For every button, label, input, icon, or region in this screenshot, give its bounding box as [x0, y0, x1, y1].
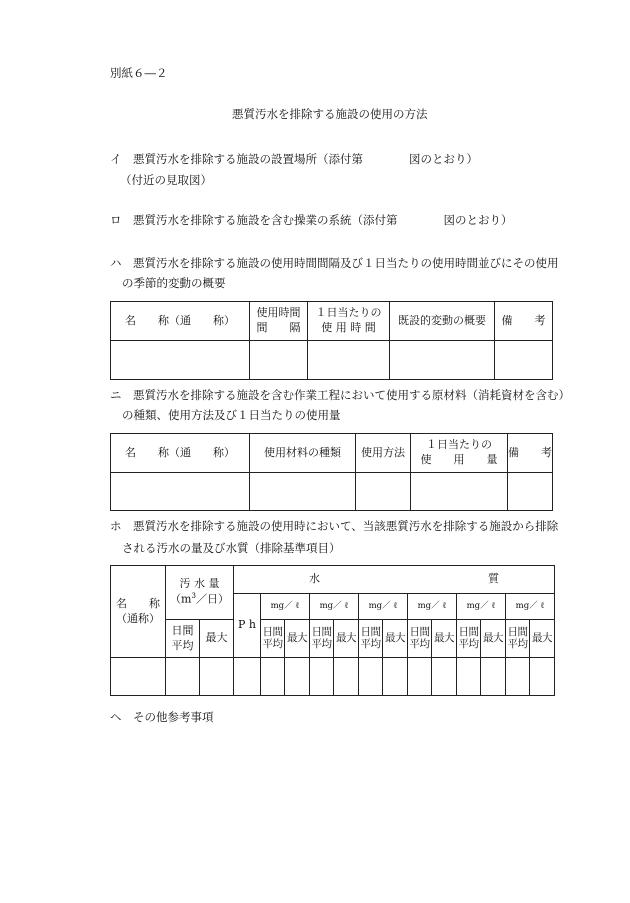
section-ha-line2: の季節的変動の概要: [122, 276, 226, 290]
col-daily-avg: [166, 620, 200, 658]
cell-empty: [250, 341, 308, 380]
col-avg-line1: 日間: [458, 626, 479, 639]
col-mg: mg／ ℓ: [261, 594, 310, 620]
cell-empty: [506, 658, 530, 696]
col-avg-line1: 日間: [360, 626, 381, 639]
col-name: [111, 566, 166, 658]
col-name-line1: 名 称: [116, 596, 160, 610]
col-mg: mg／ ℓ: [359, 594, 408, 620]
col-daily-avg: [359, 620, 383, 658]
col-mg: mg／ ℓ: [506, 594, 555, 620]
col-variation: 既設的変動の概要: [390, 302, 495, 341]
form-id: 別紙６―２: [110, 66, 168, 80]
col-daily-avg: [408, 620, 432, 658]
materials-table: [110, 433, 553, 511]
cell-empty: [508, 473, 553, 511]
cell-empty: [166, 658, 200, 696]
section-ro-heading: ロ 悪質汚水を排除する施設を含む操業の系統（添付第 図のとおり）: [110, 213, 513, 227]
col-avg-line1: 日間: [507, 626, 528, 639]
section-i-heading: イ 悪質汚水を排除する施設の設置場所（添付第 図のとおり）: [110, 152, 478, 166]
col-interval-line1: 使用時間: [256, 306, 301, 320]
table-header-row: [111, 434, 553, 473]
col-volume-unit-end: ／日）: [195, 592, 229, 606]
cell-empty: [111, 658, 166, 696]
col-mg: mg／ ℓ: [457, 594, 506, 620]
col-daily-line1: １日当たりの: [315, 306, 382, 320]
col-amount-line2: 使 用 量: [420, 453, 498, 466]
col-volume-sup: 3: [191, 592, 196, 601]
section-ho-line2: される汚水の量及び水質（排除基準項目）: [122, 541, 341, 555]
col-avg-line2: 平均: [360, 637, 381, 650]
col-daily-hours: [308, 302, 390, 341]
cell-empty: [200, 658, 234, 696]
col-material-kind: 使用材料の種類: [250, 434, 356, 473]
col-daily-avg: [457, 620, 481, 658]
cell-empty: [308, 341, 390, 380]
col-avg-line1: 日間: [262, 626, 283, 639]
cell-empty: [111, 341, 250, 380]
section-he-heading: ヘ その他参考事項: [110, 710, 214, 724]
col-avg-line1: 日間: [409, 626, 430, 639]
table-header-row: [111, 566, 555, 594]
cell-empty: [250, 473, 356, 511]
cell-empty: [495, 341, 553, 380]
col-daily-avg: [261, 620, 285, 658]
col-avg-line2: 平均: [458, 637, 479, 650]
col-avg-line2: 平均: [171, 638, 194, 652]
cell-empty: [390, 341, 495, 380]
col-daily-avg: [310, 620, 334, 658]
col-max: 最大: [481, 620, 506, 658]
col-mg: mg／ ℓ: [310, 594, 359, 620]
col-remarks: 備 考: [508, 434, 553, 473]
cell-empty: [411, 473, 508, 511]
cell-empty: [285, 658, 310, 696]
col-water: 水: [309, 572, 320, 586]
col-max: 最大: [383, 620, 408, 658]
col-mg: mg／ ℓ: [408, 594, 457, 620]
cell-empty: [234, 658, 261, 696]
col-name-line2: （通称）: [116, 611, 160, 625]
col-avg-line1: 日間: [171, 623, 194, 637]
col-daily-line2: 使 用 時 間: [321, 321, 376, 334]
cell-empty: [334, 658, 359, 696]
col-ph: P h: [234, 594, 261, 658]
cell-empty: [111, 473, 250, 511]
cell-empty: [359, 658, 383, 696]
cell-empty: [383, 658, 408, 696]
cell-empty: [481, 658, 506, 696]
col-daily-avg: [506, 620, 530, 658]
col-max: 最大: [285, 620, 310, 658]
cell-empty: [432, 658, 457, 696]
col-amount: [411, 434, 508, 473]
col-avg-line2: 平均: [311, 637, 332, 650]
col-interval: [250, 302, 308, 341]
col-volume-unit: （m: [170, 592, 192, 606]
col-name: 名 称（通 称）: [111, 434, 250, 473]
page-title: 悪質汚水を排除する施設の使用の方法: [232, 107, 428, 121]
col-avg-line2: 平均: [507, 637, 528, 650]
section-ho-line1: ホ 悪質汚水を排除する施設の使用時において、当該悪質汚水を排除する施設から排除: [110, 519, 559, 533]
col-volume-line1: 汚 水 量: [179, 577, 220, 591]
table-row: [111, 341, 553, 380]
col-avg-line2: 平均: [262, 637, 283, 650]
col-max: 最大: [432, 620, 457, 658]
col-avg-line1: 日間: [311, 626, 332, 639]
col-water-quality: [234, 566, 555, 594]
cell-empty: [310, 658, 334, 696]
col-interval-line2: 間 隔: [256, 321, 301, 334]
cell-empty: [530, 658, 555, 696]
col-quality: 質: [488, 572, 499, 586]
col-max: 最大: [530, 620, 555, 658]
col-name: 名 称（通 称）: [111, 302, 250, 341]
cell-empty: [457, 658, 481, 696]
cell-empty: [356, 473, 411, 511]
col-method: 使用方法: [356, 434, 411, 473]
col-avg-line2: 平均: [409, 637, 430, 650]
col-remarks: 備 考: [495, 302, 553, 341]
table-header-row: [111, 620, 555, 658]
cell-empty: [261, 658, 285, 696]
table-row: [111, 473, 553, 511]
cell-empty: [408, 658, 432, 696]
table-row: [111, 658, 555, 696]
usage-time-table: [110, 301, 553, 380]
col-amount-line1: １日当たりの: [426, 438, 492, 452]
col-max: 最大: [200, 620, 234, 658]
section-ni-line1: ニ 悪質汚水を排除する施設を含む作業工程において使用する原材料（消耗資材を含む）: [110, 388, 570, 402]
col-max: 最大: [334, 620, 359, 658]
col-volume: [166, 566, 234, 620]
section-i-sub: （付近の見取図）: [120, 173, 212, 187]
section-ha-line1: ハ 悪質汚水を排除する施設の使用時間間隔及び１日当たりの使用時間並びにその使用: [110, 256, 559, 270]
water-quality-table: [110, 565, 555, 696]
table-header-row: [111, 302, 553, 341]
section-ni-line2: の種類、使用方法及び１日当たりの使用量: [122, 408, 341, 422]
